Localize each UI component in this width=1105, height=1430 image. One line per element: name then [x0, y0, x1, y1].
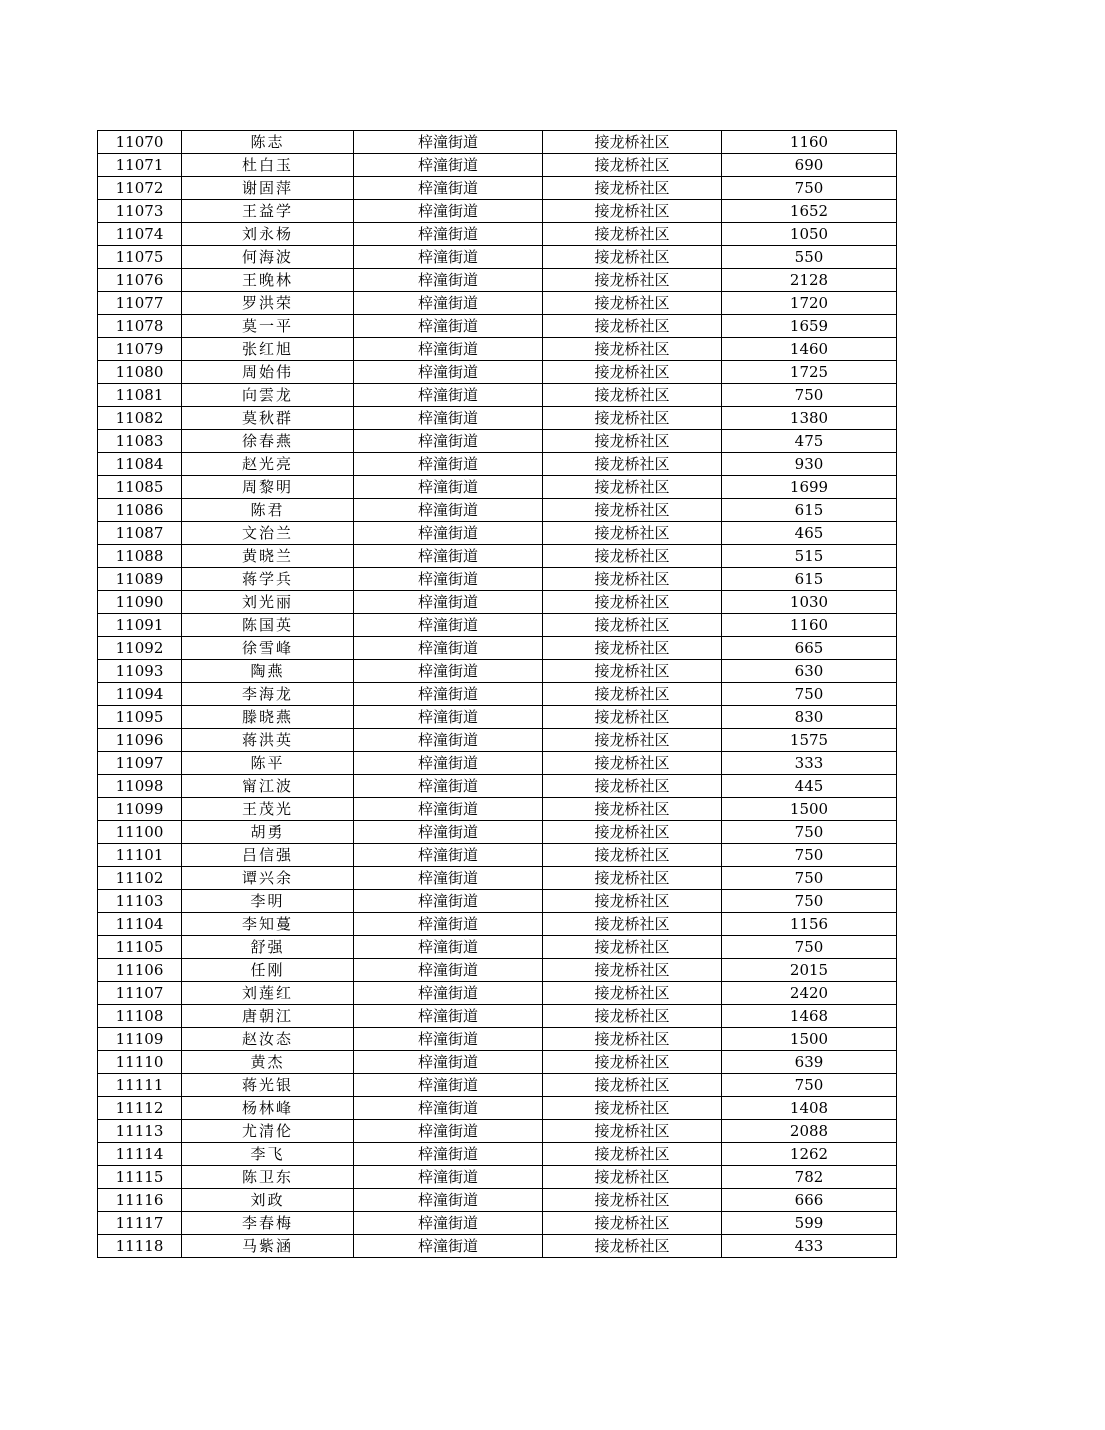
- name-cell: 刘光丽: [182, 591, 354, 614]
- name-cell: 陈卫东: [182, 1166, 354, 1189]
- amount-cell: 1699: [722, 476, 897, 499]
- amount-cell: 1262: [722, 1143, 897, 1166]
- row-number-cell: 11078: [98, 315, 182, 338]
- row-number-cell: 11101: [98, 844, 182, 867]
- table-row: [98, 292, 897, 315]
- community-cell: 接龙桥社区: [543, 959, 722, 982]
- row-number-cell: 11096: [98, 729, 182, 752]
- community-cell: 接龙桥社区: [543, 1143, 722, 1166]
- community-cell: 接龙桥社区: [543, 1028, 722, 1051]
- name-cell: 李海龙: [182, 683, 354, 706]
- name-cell: 谢固萍: [182, 177, 354, 200]
- table-row: [98, 936, 897, 959]
- name-cell: 舒强: [182, 936, 354, 959]
- table-row: [98, 246, 897, 269]
- street-cell: 梓潼街道: [354, 637, 543, 660]
- amount-cell: 1030: [722, 591, 897, 614]
- community-cell: 接龙桥社区: [543, 1074, 722, 1097]
- name-cell: 徐春燕: [182, 430, 354, 453]
- community-cell: 接龙桥社区: [543, 154, 722, 177]
- street-cell: 梓潼街道: [354, 154, 543, 177]
- community-cell: 接龙桥社区: [543, 1120, 722, 1143]
- row-number-cell: 11070: [98, 131, 182, 154]
- street-cell: 梓潼街道: [354, 1028, 543, 1051]
- community-cell: 接龙桥社区: [543, 361, 722, 384]
- community-cell: 接龙桥社区: [543, 177, 722, 200]
- community-cell: 接龙桥社区: [543, 545, 722, 568]
- table-row: [98, 729, 897, 752]
- street-cell: 梓潼街道: [354, 545, 543, 568]
- name-cell: 王茂光: [182, 798, 354, 821]
- amount-cell: 750: [722, 844, 897, 867]
- name-cell: 杨林峰: [182, 1097, 354, 1120]
- table-row: [98, 1028, 897, 1051]
- table-row: [98, 545, 897, 568]
- street-cell: 梓潼街道: [354, 660, 543, 683]
- name-cell: 陈平: [182, 752, 354, 775]
- name-cell: 陶燕: [182, 660, 354, 683]
- amount-cell: 750: [722, 683, 897, 706]
- street-cell: 梓潼街道: [354, 361, 543, 384]
- row-number-cell: 11074: [98, 223, 182, 246]
- table-row: [98, 959, 897, 982]
- table-row: [98, 1120, 897, 1143]
- table-row: [98, 499, 897, 522]
- street-cell: 梓潼街道: [354, 913, 543, 936]
- table-row: [98, 131, 897, 154]
- amount-cell: 550: [722, 246, 897, 269]
- street-cell: 梓潼街道: [354, 591, 543, 614]
- name-cell: 陈志: [182, 131, 354, 154]
- street-cell: 梓潼街道: [354, 407, 543, 430]
- amount-cell: 782: [722, 1166, 897, 1189]
- street-cell: 梓潼街道: [354, 292, 543, 315]
- table-row: [98, 660, 897, 683]
- table-row: [98, 890, 897, 913]
- name-cell: 王益学: [182, 200, 354, 223]
- amount-cell: 333: [722, 752, 897, 775]
- table-row: [98, 1005, 897, 1028]
- amount-cell: 2088: [722, 1120, 897, 1143]
- name-cell: 李明: [182, 890, 354, 913]
- table-row: [98, 591, 897, 614]
- street-cell: 梓潼街道: [354, 867, 543, 890]
- amount-cell: 690: [722, 154, 897, 177]
- community-cell: 接龙桥社区: [543, 890, 722, 913]
- amount-cell: 1156: [722, 913, 897, 936]
- name-cell: 周始伟: [182, 361, 354, 384]
- table-row: [98, 1143, 897, 1166]
- amount-cell: 750: [722, 867, 897, 890]
- street-cell: 梓潼街道: [354, 821, 543, 844]
- row-number-cell: 11072: [98, 177, 182, 200]
- row-number-cell: 11113: [98, 1120, 182, 1143]
- row-number-cell: 11082: [98, 407, 182, 430]
- community-cell: 接龙桥社区: [543, 1005, 722, 1028]
- name-cell: 陈国英: [182, 614, 354, 637]
- table-row: [98, 614, 897, 637]
- amount-cell: 2420: [722, 982, 897, 1005]
- row-number-cell: 11105: [98, 936, 182, 959]
- street-cell: 梓潼街道: [354, 315, 543, 338]
- community-cell: 接龙桥社区: [543, 384, 722, 407]
- amount-cell: 615: [722, 499, 897, 522]
- street-cell: 梓潼街道: [354, 683, 543, 706]
- name-cell: 马紫涵: [182, 1235, 354, 1258]
- community-cell: 接龙桥社区: [543, 798, 722, 821]
- amount-cell: 1408: [722, 1097, 897, 1120]
- street-cell: 梓潼街道: [354, 522, 543, 545]
- row-number-cell: 11080: [98, 361, 182, 384]
- amount-cell: 1380: [722, 407, 897, 430]
- name-cell: 蒋学兵: [182, 568, 354, 591]
- amount-cell: 830: [722, 706, 897, 729]
- row-number-cell: 11112: [98, 1097, 182, 1120]
- table-row: [98, 1212, 897, 1235]
- table-row: [98, 407, 897, 430]
- row-number-cell: 11086: [98, 499, 182, 522]
- street-cell: 梓潼街道: [354, 1235, 543, 1258]
- amount-cell: 750: [722, 384, 897, 407]
- amount-cell: 1500: [722, 1028, 897, 1051]
- amount-cell: 1160: [722, 131, 897, 154]
- table-row: [98, 982, 897, 1005]
- amount-cell: 1720: [722, 292, 897, 315]
- row-number-cell: 11100: [98, 821, 182, 844]
- amount-cell: 1050: [722, 223, 897, 246]
- amount-cell: 750: [722, 1074, 897, 1097]
- street-cell: 梓潼街道: [354, 223, 543, 246]
- street-cell: 梓潼街道: [354, 844, 543, 867]
- street-cell: 梓潼街道: [354, 982, 543, 1005]
- community-cell: 接龙桥社区: [543, 821, 722, 844]
- row-number-cell: 11102: [98, 867, 182, 890]
- community-cell: 接龙桥社区: [543, 729, 722, 752]
- community-cell: 接龙桥社区: [543, 476, 722, 499]
- community-cell: 接龙桥社区: [543, 131, 722, 154]
- amount-cell: 1659: [722, 315, 897, 338]
- amount-cell: 599: [722, 1212, 897, 1235]
- community-cell: 接龙桥社区: [543, 683, 722, 706]
- name-cell: 李飞: [182, 1143, 354, 1166]
- community-cell: 接龙桥社区: [543, 1051, 722, 1074]
- table-row: [98, 1189, 897, 1212]
- amount-cell: 475: [722, 430, 897, 453]
- street-cell: 梓潼街道: [354, 959, 543, 982]
- name-cell: 罗洪荣: [182, 292, 354, 315]
- table-body: [98, 131, 897, 1258]
- row-number-cell: 11081: [98, 384, 182, 407]
- community-cell: 接龙桥社区: [543, 913, 722, 936]
- amount-cell: 930: [722, 453, 897, 476]
- amount-cell: 465: [722, 522, 897, 545]
- community-cell: 接龙桥社区: [543, 775, 722, 798]
- row-number-cell: 11085: [98, 476, 182, 499]
- name-cell: 滕晓燕: [182, 706, 354, 729]
- row-number-cell: 11107: [98, 982, 182, 1005]
- street-cell: 梓潼街道: [354, 706, 543, 729]
- row-number-cell: 11117: [98, 1212, 182, 1235]
- community-cell: 接龙桥社区: [543, 453, 722, 476]
- community-cell: 接龙桥社区: [543, 844, 722, 867]
- row-number-cell: 11079: [98, 338, 182, 361]
- table-row: [98, 844, 897, 867]
- table-row: [98, 315, 897, 338]
- row-number-cell: 11071: [98, 154, 182, 177]
- community-cell: 接龙桥社区: [543, 637, 722, 660]
- table-row: [98, 568, 897, 591]
- name-cell: 任刚: [182, 959, 354, 982]
- street-cell: 梓潼街道: [354, 476, 543, 499]
- amount-cell: 750: [722, 177, 897, 200]
- row-number-cell: 11114: [98, 1143, 182, 1166]
- community-cell: 接龙桥社区: [543, 223, 722, 246]
- name-cell: 赵汝态: [182, 1028, 354, 1051]
- street-cell: 梓潼街道: [354, 936, 543, 959]
- street-cell: 梓潼街道: [354, 1166, 543, 1189]
- table-row: [98, 1166, 897, 1189]
- table-row: [98, 1097, 897, 1120]
- table-row: [98, 683, 897, 706]
- table-row: [98, 1051, 897, 1074]
- table-row: [98, 338, 897, 361]
- amount-cell: 1500: [722, 798, 897, 821]
- name-cell: 李春梅: [182, 1212, 354, 1235]
- street-cell: 梓潼街道: [354, 200, 543, 223]
- street-cell: 梓潼街道: [354, 752, 543, 775]
- row-number-cell: 11106: [98, 959, 182, 982]
- street-cell: 梓潼街道: [354, 338, 543, 361]
- row-number-cell: 11118: [98, 1235, 182, 1258]
- street-cell: 梓潼街道: [354, 499, 543, 522]
- row-number-cell: 11092: [98, 637, 182, 660]
- community-cell: 接龙桥社区: [543, 315, 722, 338]
- table-row: [98, 200, 897, 223]
- amount-cell: 1652: [722, 200, 897, 223]
- community-cell: 接龙桥社区: [543, 499, 722, 522]
- table-row: [98, 430, 897, 453]
- community-cell: 接龙桥社区: [543, 1097, 722, 1120]
- table-row: [98, 821, 897, 844]
- street-cell: 梓潼街道: [354, 1212, 543, 1235]
- row-number-cell: 11083: [98, 430, 182, 453]
- street-cell: 梓潼街道: [354, 1051, 543, 1074]
- name-cell: 向雲龙: [182, 384, 354, 407]
- row-number-cell: 11084: [98, 453, 182, 476]
- amount-cell: 1460: [722, 338, 897, 361]
- row-number-cell: 11097: [98, 752, 182, 775]
- name-cell: 黄晓兰: [182, 545, 354, 568]
- community-cell: 接龙桥社区: [543, 292, 722, 315]
- street-cell: 梓潼街道: [354, 384, 543, 407]
- amount-cell: 665: [722, 637, 897, 660]
- row-number-cell: 11091: [98, 614, 182, 637]
- table-row: [98, 913, 897, 936]
- name-cell: 莫一平: [182, 315, 354, 338]
- amount-cell: 1468: [722, 1005, 897, 1028]
- street-cell: 梓潼街道: [354, 1097, 543, 1120]
- row-number-cell: 11094: [98, 683, 182, 706]
- street-cell: 梓潼街道: [354, 1120, 543, 1143]
- table-row: [98, 154, 897, 177]
- row-number-cell: 11087: [98, 522, 182, 545]
- name-cell: 张红旭: [182, 338, 354, 361]
- street-cell: 梓潼街道: [354, 568, 543, 591]
- name-cell: 谭兴余: [182, 867, 354, 890]
- row-number-cell: 11110: [98, 1051, 182, 1074]
- row-number-cell: 11104: [98, 913, 182, 936]
- table-row: [98, 476, 897, 499]
- amount-cell: 750: [722, 890, 897, 913]
- community-cell: 接龙桥社区: [543, 568, 722, 591]
- community-cell: 接龙桥社区: [543, 522, 722, 545]
- street-cell: 梓潼街道: [354, 246, 543, 269]
- name-cell: 徐雪峰: [182, 637, 354, 660]
- community-cell: 接龙桥社区: [543, 407, 722, 430]
- name-cell: 莫秋群: [182, 407, 354, 430]
- community-cell: 接龙桥社区: [543, 936, 722, 959]
- table-row: [98, 177, 897, 200]
- community-cell: 接龙桥社区: [543, 614, 722, 637]
- name-cell: 胡勇: [182, 821, 354, 844]
- row-number-cell: 11099: [98, 798, 182, 821]
- row-number-cell: 11088: [98, 545, 182, 568]
- amount-cell: 750: [722, 936, 897, 959]
- row-number-cell: 11073: [98, 200, 182, 223]
- community-cell: 接龙桥社区: [543, 200, 722, 223]
- street-cell: 梓潼街道: [354, 614, 543, 637]
- amount-cell: 1725: [722, 361, 897, 384]
- row-number-cell: 11108: [98, 1005, 182, 1028]
- row-number-cell: 11093: [98, 660, 182, 683]
- street-cell: 梓潼街道: [354, 269, 543, 292]
- name-cell: 尤清伦: [182, 1120, 354, 1143]
- name-cell: 甯江波: [182, 775, 354, 798]
- row-number-cell: 11115: [98, 1166, 182, 1189]
- name-cell: 唐朝江: [182, 1005, 354, 1028]
- name-cell: 吕信强: [182, 844, 354, 867]
- street-cell: 梓潼街道: [354, 1074, 543, 1097]
- community-cell: 接龙桥社区: [543, 1189, 722, 1212]
- amount-cell: 433: [722, 1235, 897, 1258]
- community-cell: 接龙桥社区: [543, 1212, 722, 1235]
- amount-cell: 630: [722, 660, 897, 683]
- amount-cell: 2015: [722, 959, 897, 982]
- row-number-cell: 11098: [98, 775, 182, 798]
- table-row: [98, 269, 897, 292]
- name-cell: 黄杰: [182, 1051, 354, 1074]
- name-cell: 陈君: [182, 499, 354, 522]
- street-cell: 梓潼街道: [354, 775, 543, 798]
- name-cell: 王晚林: [182, 269, 354, 292]
- amount-cell: 2128: [722, 269, 897, 292]
- name-cell: 刘政: [182, 1189, 354, 1212]
- record-table: [97, 130, 897, 1258]
- table-row: [98, 522, 897, 545]
- row-number-cell: 11103: [98, 890, 182, 913]
- row-number-cell: 11075: [98, 246, 182, 269]
- community-cell: 接龙桥社区: [543, 269, 722, 292]
- amount-cell: 615: [722, 568, 897, 591]
- name-cell: 蒋光银: [182, 1074, 354, 1097]
- street-cell: 梓潼街道: [354, 1189, 543, 1212]
- table-row: [98, 1235, 897, 1258]
- community-cell: 接龙桥社区: [543, 430, 722, 453]
- community-cell: 接龙桥社区: [543, 1166, 722, 1189]
- street-cell: 梓潼街道: [354, 177, 543, 200]
- table-row: [98, 1074, 897, 1097]
- row-number-cell: 11077: [98, 292, 182, 315]
- name-cell: 杜白玉: [182, 154, 354, 177]
- street-cell: 梓潼街道: [354, 890, 543, 913]
- name-cell: 赵光亮: [182, 453, 354, 476]
- amount-cell: 750: [722, 821, 897, 844]
- community-cell: 接龙桥社区: [543, 246, 722, 269]
- community-cell: 接龙桥社区: [543, 1235, 722, 1258]
- community-cell: 接龙桥社区: [543, 660, 722, 683]
- table-row: [98, 752, 897, 775]
- community-cell: 接龙桥社区: [543, 706, 722, 729]
- table-row: [98, 775, 897, 798]
- row-number-cell: 11076: [98, 269, 182, 292]
- amount-cell: 666: [722, 1189, 897, 1212]
- row-number-cell: 11095: [98, 706, 182, 729]
- table-row: [98, 798, 897, 821]
- name-cell: 刘莲红: [182, 982, 354, 1005]
- community-cell: 接龙桥社区: [543, 867, 722, 890]
- street-cell: 梓潼街道: [354, 729, 543, 752]
- row-number-cell: 11109: [98, 1028, 182, 1051]
- street-cell: 梓潼街道: [354, 1005, 543, 1028]
- community-cell: 接龙桥社区: [543, 982, 722, 1005]
- table-row: [98, 384, 897, 407]
- name-cell: 何海波: [182, 246, 354, 269]
- community-cell: 接龙桥社区: [543, 591, 722, 614]
- row-number-cell: 11089: [98, 568, 182, 591]
- amount-cell: 639: [722, 1051, 897, 1074]
- name-cell: 周黎明: [182, 476, 354, 499]
- table-row: [98, 706, 897, 729]
- table-row: [98, 867, 897, 890]
- name-cell: 文治兰: [182, 522, 354, 545]
- amount-cell: 445: [722, 775, 897, 798]
- table-row: [98, 453, 897, 476]
- name-cell: 刘永杨: [182, 223, 354, 246]
- name-cell: 李知蔓: [182, 913, 354, 936]
- community-cell: 接龙桥社区: [543, 338, 722, 361]
- table-row: [98, 361, 897, 384]
- table-row: [98, 637, 897, 660]
- row-number-cell: 11090: [98, 591, 182, 614]
- street-cell: 梓潼街道: [354, 798, 543, 821]
- street-cell: 梓潼街道: [354, 430, 543, 453]
- amount-cell: 515: [722, 545, 897, 568]
- row-number-cell: 11116: [98, 1189, 182, 1212]
- street-cell: 梓潼街道: [354, 131, 543, 154]
- amount-cell: 1160: [722, 614, 897, 637]
- table-row: [98, 223, 897, 246]
- amount-cell: 1575: [722, 729, 897, 752]
- name-cell: 蒋洪英: [182, 729, 354, 752]
- community-cell: 接龙桥社区: [543, 752, 722, 775]
- row-number-cell: 11111: [98, 1074, 182, 1097]
- street-cell: 梓潼街道: [354, 453, 543, 476]
- street-cell: 梓潼街道: [354, 1143, 543, 1166]
